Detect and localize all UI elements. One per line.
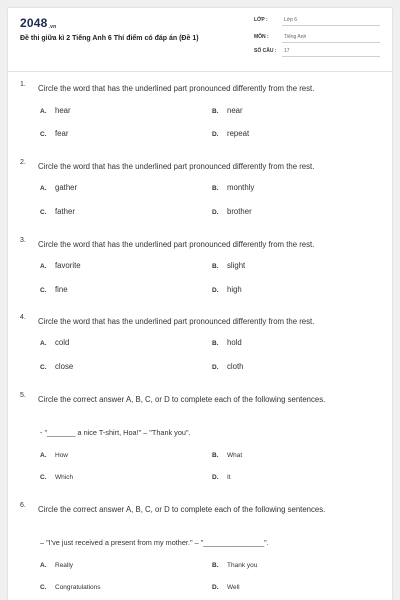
question-number: 2. [20,159,26,166]
question-number: 5. [20,392,26,399]
question-text: Circle the correct answer A, B, C, or D to complete each of the following sentences. [38,505,326,514]
question-text: Circle the correct answer A, B, C, or D to complete each of the following sentences. [38,395,326,404]
site-logo[interactable]: 2048.vn [20,16,57,30]
option-b[interactable]: B. What [212,452,243,459]
option-a[interactable]: A. favorite [40,261,81,270]
option-a[interactable]: A. cold [40,338,70,347]
option-d[interactable]: D. repeat [212,129,250,138]
class-label: LỚP : [254,17,268,23]
option-d[interactable]: D. cloth [212,362,244,371]
exam-header [8,8,392,63]
option-a[interactable]: A. hear [40,106,71,115]
subject-value: Tiếng Anh [284,34,307,40]
class-value: Lớp 6 [284,17,298,23]
option-c[interactable]: C. Which [40,474,74,481]
question-number: 6. [20,502,26,509]
option-b[interactable]: B. hold [212,338,242,347]
question-count-value: 17 [284,48,290,54]
option-d[interactable]: D. brother [212,207,252,216]
option-a[interactable]: A. Really [40,562,74,569]
question-prompt: - "_______ a nice T-shirt, Hoa!" – "Thank you". [40,428,191,437]
question-text: Circle the word that has the underlined part pronounced differently from the rest. [38,317,315,326]
exam-page [8,8,392,600]
option-c[interactable]: C. close [40,362,74,371]
option-c[interactable]: C. fear [40,129,69,138]
question-number: 3. [20,237,26,244]
option-c[interactable]: C. fine [40,285,68,294]
option-b[interactable]: B. Thank you [212,562,258,569]
option-a[interactable]: A. How [40,452,69,459]
question-text: Circle the word that has the underlined part pronounced differently from the rest. [38,84,315,93]
option-d[interactable]: D. high [212,285,242,294]
option-b[interactable]: B. slight [212,261,246,270]
option-c[interactable]: C. father [40,207,75,216]
option-b[interactable]: B. monthly [212,183,255,192]
question-text: Circle the word that has the underlined part pronounced differently from the rest. [38,240,315,249]
option-d[interactable]: D. Well [212,584,240,591]
option-c[interactable]: C. Congratulations [40,584,101,591]
question-prompt: – "I've just received a present from my mother." – "_______________". [40,538,269,547]
subject-label: MÔN : [254,34,269,40]
question-count-label: SỐ CÂU : [254,48,277,54]
option-a[interactable]: A. gather [40,183,78,192]
exam-title: Đề thi giữa kì 2 Tiếng Anh 6 Thí điểm có đáp án (Đề 1) [20,35,199,42]
question-number: 4. [20,314,26,321]
option-b[interactable]: B. near [212,106,243,115]
header-divider [8,71,392,72]
option-d[interactable]: D. It [212,474,231,481]
question-text: Circle the word that has the underlined part pronounced differently from the rest. [38,162,315,171]
question-number: 1. [20,81,26,88]
